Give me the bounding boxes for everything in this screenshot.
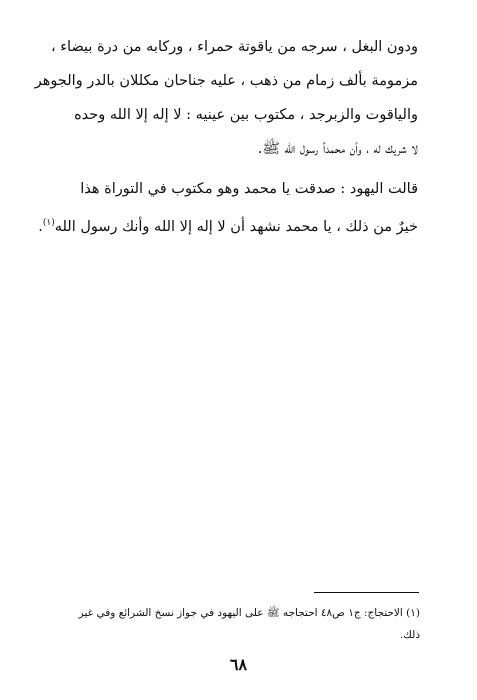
text-line-with-footnote	[38, 206, 418, 244]
footnote-line: ذلك.	[399, 629, 420, 641]
text-line: قالت اليهود : صدقت يا محمد وهو مكتوب في التوراة هذا	[80, 181, 418, 197]
text-line: والياقوت والزبرجد ، مكتوب بين عينيه : لا إله إلا الله وحده	[74, 107, 418, 123]
footnote-line: (١) الاحتجاج: ج١ ص٤٨ احتجاجه ﷺ على اليهود في جواز نسخ الشرائع وفي غير	[78, 607, 420, 619]
text-line: لا شريك له ، وأن محمداً رسول الله ﷺ.	[257, 141, 418, 157]
footnote-reference: (١)	[42, 218, 55, 228]
footnote	[58, 602, 420, 646]
text-segment: .	[38, 218, 43, 235]
text-line: مزمومة بألف زمام من ذهب ، عليه جناحان مكللان بالدر والجوهر	[34, 73, 418, 89]
footnote-separator	[314, 592, 419, 593]
text-line: ودون البغل ، سرجه من ياقوتة حمراء ، وركابه من درة بيضاء ،	[50, 39, 418, 55]
main-text	[34, 30, 418, 244]
text-segment: خيرٌ من ذلك ، يا محمد نشهد أن لا إله إلا الله وأنك رسول الله	[54, 218, 418, 235]
page-number: ٦٨	[229, 655, 248, 674]
